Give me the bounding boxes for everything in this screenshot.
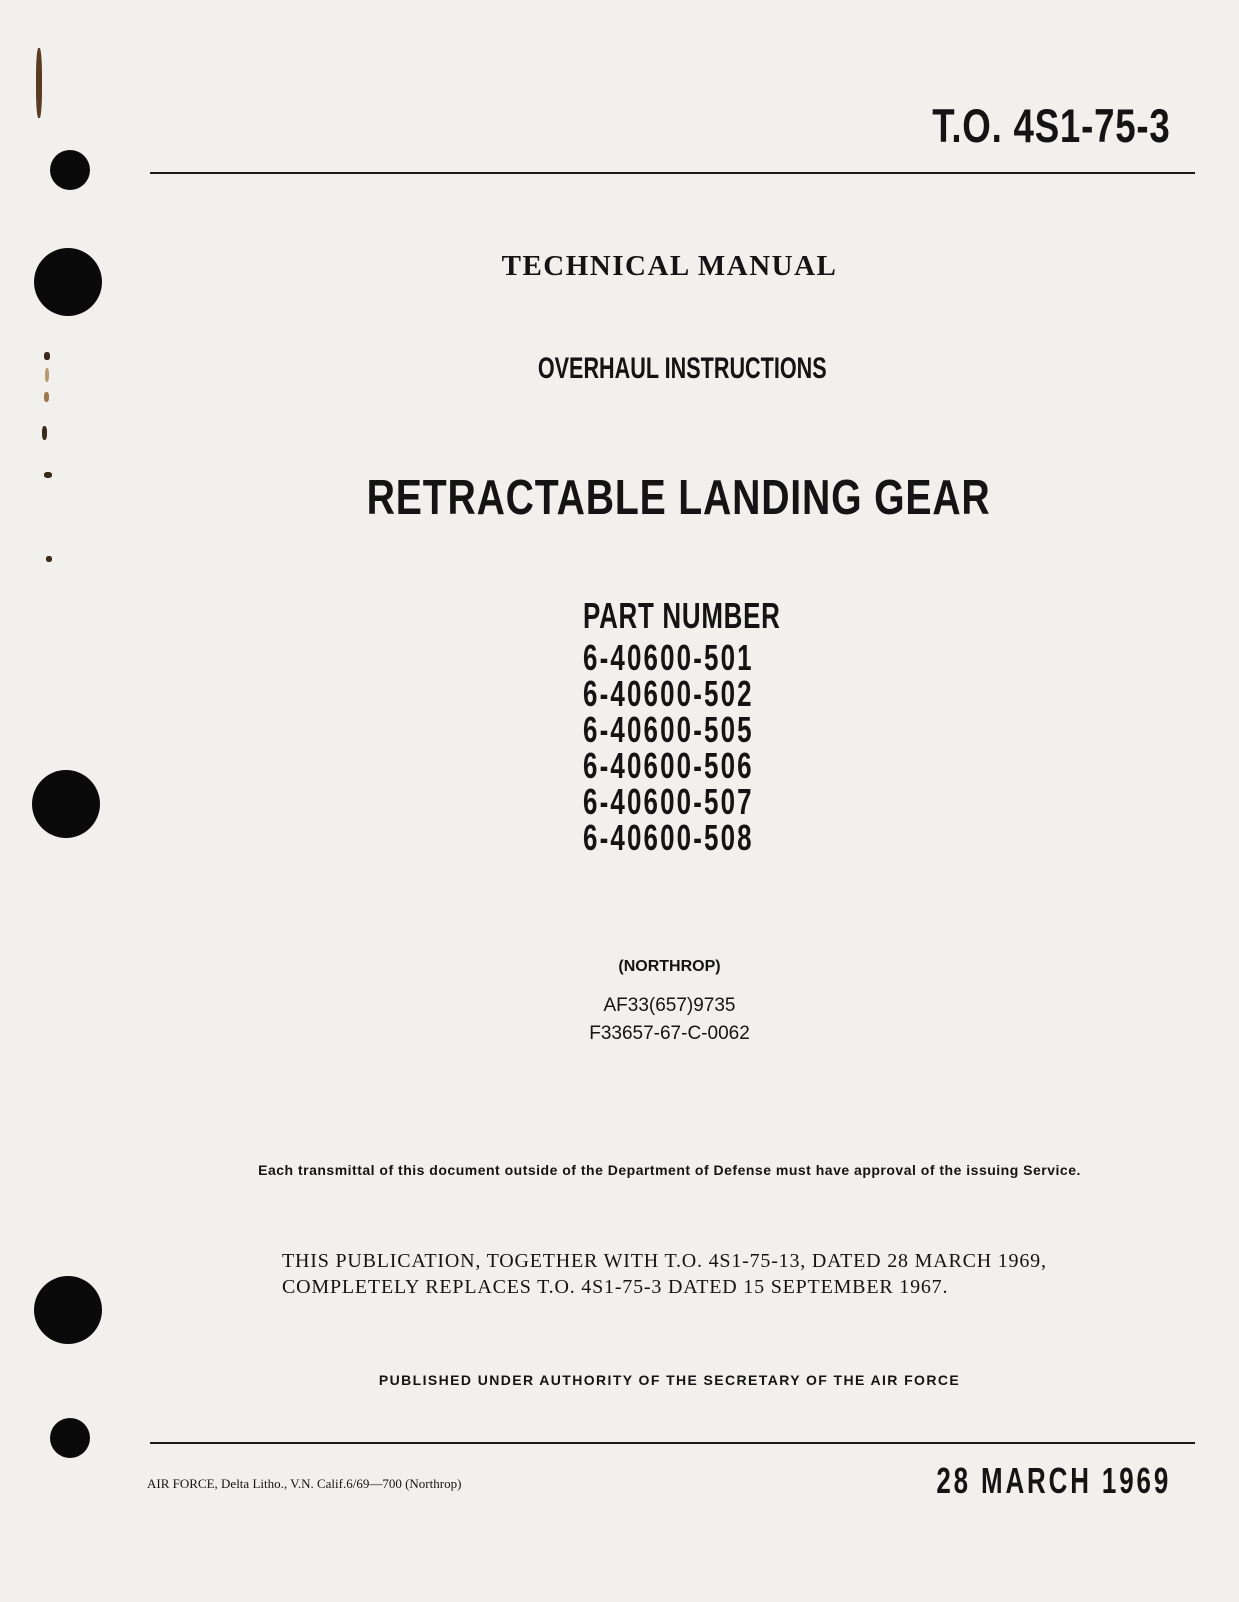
publication-date: 28 MARCH 1969 [936,1460,1171,1501]
punch-hole-3 [32,770,100,838]
part-number-heading: PART NUMBER [583,595,781,636]
contract-number: AF33(657)9735 [603,995,736,1016]
contract-number: F33657-67-C-0062 [589,1023,750,1044]
subject: OVERHAUL INSTRUCTIONS [537,352,827,385]
part-number-item: 6-40600-501 [583,637,754,678]
part-number-item: 6-40600-505 [583,709,754,750]
printer-imprint: AIR FORCE, Delta Litho., V.N. Calif.6/69—700 (Northrop) [147,1476,462,1491]
part-number-item: 6-40600-502 [583,673,754,714]
footer-rule [150,1442,1195,1444]
doc-type: TECHNICAL MANUAL [501,250,838,282]
page-title: RETRACTABLE LANDING GEAR [366,471,991,525]
to-number: T.O. 4S1-75-3 [932,99,1171,152]
distribution-statement: Each transmittal of this document outside of the Department of Defense must have approval of the issuing Service. [258,1162,1081,1178]
part-number-item: 6-40600-506 [583,745,754,786]
part-number-block [583,596,781,856]
punch-hole-5 [50,1418,90,1458]
part-number-item: 6-40600-508 [583,817,754,858]
manufacturer: (NORTHROP) [618,958,721,975]
contract-numbers [0,992,1239,1048]
part-number-item: 6-40600-507 [583,781,754,822]
supersedure-notice [282,1248,1047,1300]
supersedure-line: THIS PUBLICATION, TOGETHER WITH T.O. 4S1-75-13, DATED 28 MARCH 1969, [282,1250,1047,1272]
authority-statement: PUBLISHED UNDER AUTHORITY OF THE SECRETARY OF THE AIR FORCE [378,1372,961,1388]
supersedure-line: COMPLETELY REPLACES T.O. 4S1-75-3 DATED 15 SEPTEMBER 1967. [282,1276,949,1298]
header-rule [150,172,1195,174]
punch-hole-1 [50,150,90,190]
punch-hole-4 [34,1276,102,1344]
